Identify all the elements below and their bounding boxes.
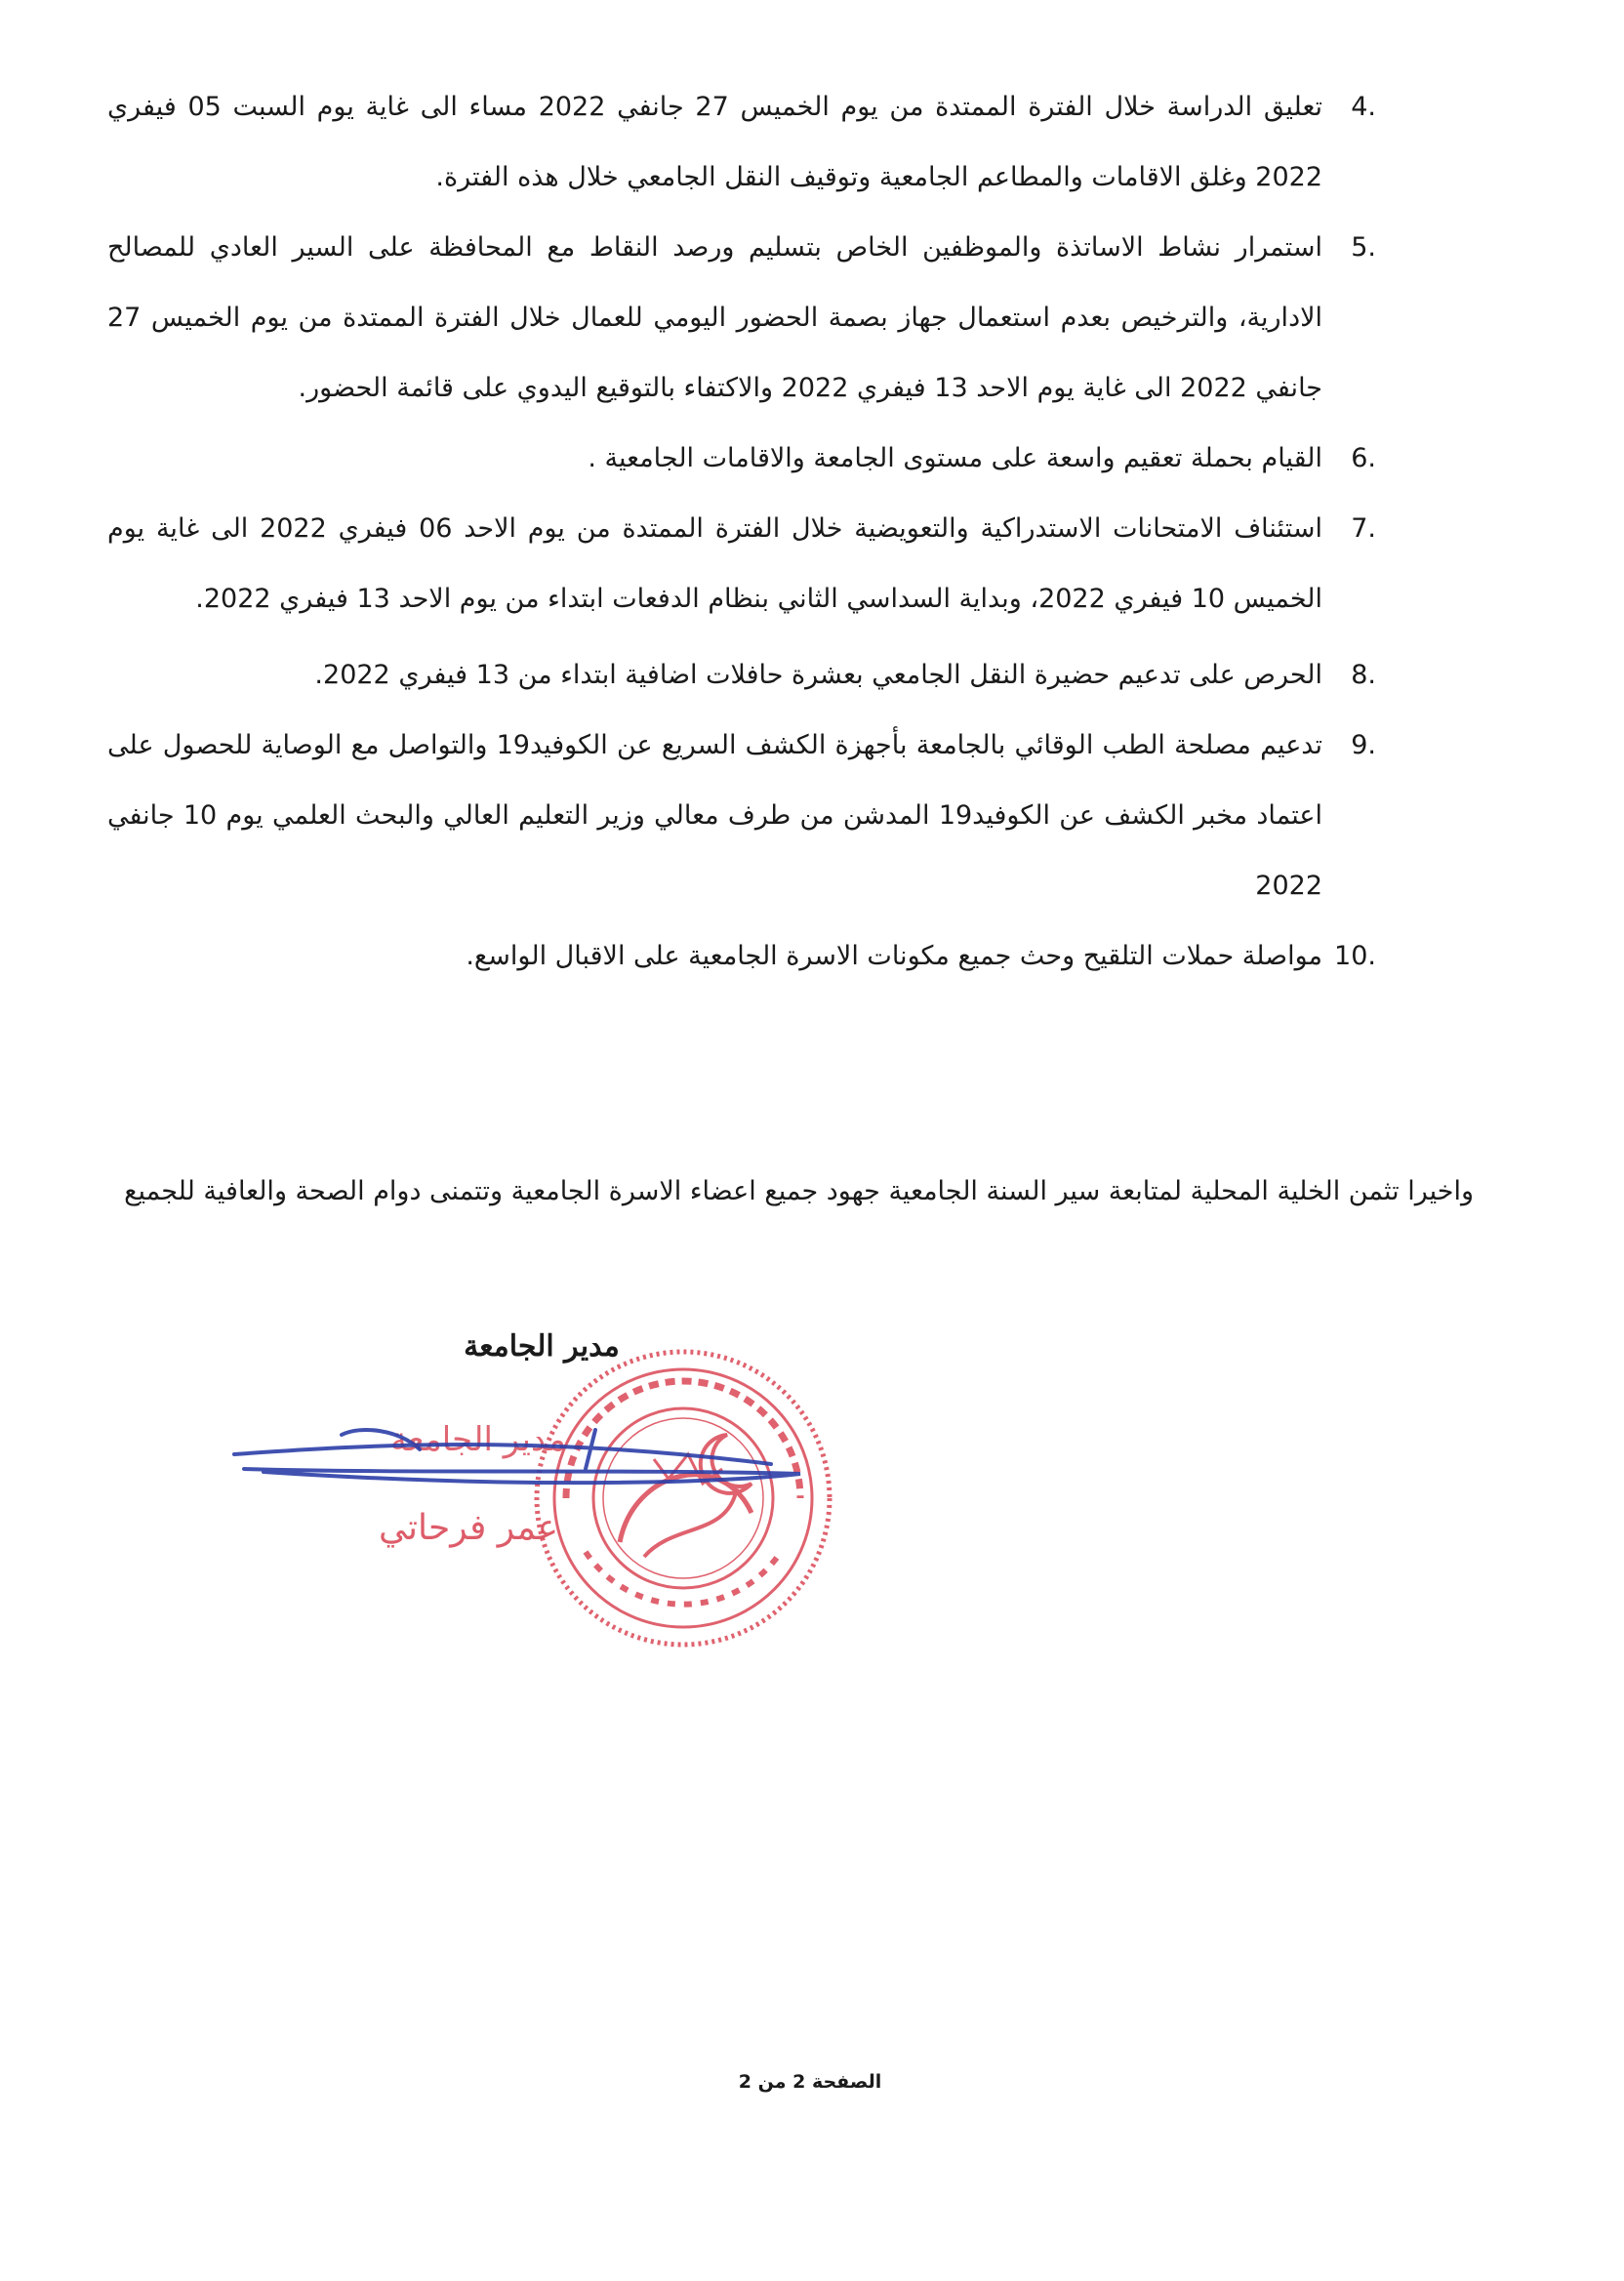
list-item-8 bbox=[107, 640, 1376, 711]
item-text: الحرص على تدعيم حضيرة النقل الجامعي بعشرة حافلات اضافية ابتداء من 13 فيفري 2022. bbox=[314, 660, 1322, 690]
signature-title: مدير الجامعة bbox=[464, 1329, 620, 1364]
handwritten-signature bbox=[224, 1396, 810, 1542]
item-text: استئناف الامتحانات الاستدراكية والتعويضية خلال الفترة الممتدة من يوم الاحد 06 فيفري 2022 الى غاية يوم الخميس 10 فيفري 2022، وبداية السداسي الثاني بنظام الدفعات ابتداء من يوم الاحد 13 فيفري 2022. bbox=[107, 513, 1322, 614]
item-text: مواصلة حملات التلقيح وحث جميع مكونات الاسرة الجامعية على الاقبال الواسع. bbox=[466, 941, 1322, 971]
list-item-4 bbox=[107, 72, 1376, 213]
item-number: 6. bbox=[1351, 443, 1376, 473]
item-text: تعليق الدراسة خلال الفترة الممتدة من يوم الخميس 27 جانفي 2022 مساء الى غاية يوم السبت 05 فيفري 2022 وغلق الاقامات والمطاعم الجامعية وتوقيف النقل الجامعي خلال هذه الفترة. bbox=[107, 92, 1322, 192]
item-text: استمرار نشاط الاساتذة والموظفين الخاص بتسليم ورصد النقاط مع المحافظة على السير العادي للمصالح الادارية، والترخيص بعدم استعمال جهاز بصمة الحضور اليومي للعمال خلال الفترة الممتدة من يوم الخميس 27 جانفي 2022 الى غاية يوم الاحد 13 فيفري 2022 والاكتفاء بالتوقيع اليدوي على قائمة الحضور. bbox=[107, 232, 1322, 403]
item-number: 9. bbox=[1351, 730, 1376, 760]
item-number: 7. bbox=[1351, 513, 1376, 544]
item-number: 8. bbox=[1351, 660, 1376, 690]
list-item-10 bbox=[107, 921, 1376, 992]
item-text: القيام بحملة تعقيم واسعة على مستوى الجامعة والاقامات الجامعية . bbox=[588, 443, 1322, 473]
stamp-role-text: مدير الجامعة bbox=[389, 1420, 567, 1459]
item-number: 5. bbox=[1351, 232, 1376, 263]
list-item-6 bbox=[107, 424, 1376, 494]
list-item-5 bbox=[107, 213, 1376, 424]
item-text: تدعيم مصلحة الطب الوقائي بالجامعة بأجهزة الكشف السريع عن الكوفيد19 والتواصل مع الوصاية للحصول على اعتماد مخبر الكشف عن الكوفيد19 المدشن من طرف معالي وزير التعليم العالي والبحث العلمي يوم 10 جانفي 2022 bbox=[107, 730, 1322, 901]
list-item-7 bbox=[107, 494, 1376, 634]
stamp-name-text: عمر فرحاتي bbox=[379, 1508, 558, 1548]
item-number: 4. bbox=[1351, 92, 1376, 122]
closing-paragraph: واخيرا تثمن الخلية المحلية لمتابعة سير السنة الجامعية جهود جميع اعضاء الاسرة الجامعية وتتمنى دوام الصحة والعافية للجميع bbox=[124, 1176, 1474, 1206]
item-number: 10. bbox=[1334, 941, 1376, 971]
decision-list bbox=[107, 72, 1376, 992]
page-number-footer: الصفحة 2 من 2 bbox=[738, 2071, 882, 2093]
list-item-9 bbox=[107, 711, 1376, 921]
